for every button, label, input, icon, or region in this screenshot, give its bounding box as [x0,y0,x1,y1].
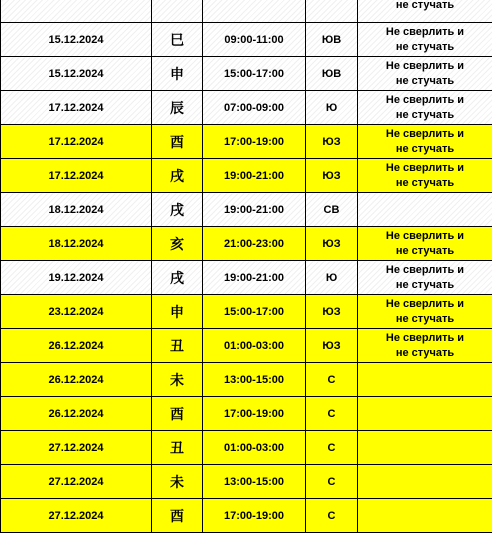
branch-symbol-cell: 戌 [152,159,203,193]
branch-symbol-cell: 丑 [152,431,203,465]
direction-cell [306,0,358,23]
direction-cell: ЮЗ [306,227,358,261]
time-range-cell: 15:00-17:00 [203,295,306,329]
note-line-2: не стучать [358,74,492,89]
direction-cell: С [306,465,358,499]
note-line-2: не стучать [358,142,492,157]
note-cell [358,431,492,465]
note-cell [358,329,492,363]
note-cell [358,193,492,227]
table-row [1,329,492,363]
time-range-cell: 17:00-19:00 [203,499,306,533]
direction-cell: С [306,397,358,431]
note-cell [358,227,492,261]
table-row [1,363,492,397]
note-line-2: не стучать [358,278,492,293]
direction-cell: ЮВ [306,57,358,91]
time-range-cell: 15:00-17:00 [203,57,306,91]
table-row [1,0,492,23]
note-cell [358,91,492,125]
time-range-cell: 19:00-21:00 [203,193,306,227]
note-line-1: Не сверлить и [358,59,492,74]
time-range-cell: 17:00-19:00 [203,397,306,431]
note-cell [358,397,492,431]
time-range-cell: 07:00-09:00 [203,91,306,125]
date-cell: 26.12.2024 [1,329,152,363]
branch-symbol-cell: 丑 [152,329,203,363]
note-line-1: Не сверлить и [358,263,492,278]
note-cell [358,159,492,193]
branch-symbol-cell: 戌 [152,261,203,295]
table-row [1,57,492,91]
branch-symbol-cell: 未 [152,465,203,499]
date-cell: 17.12.2024 [1,125,152,159]
time-range-cell: 09:00-11:00 [203,23,306,57]
branch-symbol-cell: 亥 [152,227,203,261]
direction-cell: Ю [306,261,358,295]
note-cell [358,363,492,397]
table-row [1,159,492,193]
note-line-2: не стучать [358,0,492,13]
date-cell: 26.12.2024 [1,397,152,431]
note-line-1: Не сверлить и [358,127,492,142]
note-line-2: не стучать [358,312,492,327]
table-row [1,465,492,499]
note-cell [358,261,492,295]
branch-symbol-cell: 酉 [152,397,203,431]
note-line-2: не стучать [358,346,492,361]
date-cell: 15.12.2024 [1,57,152,91]
table-row [1,193,492,227]
time-range-cell: 01:00-03:00 [203,329,306,363]
direction-cell: ЮЗ [306,159,358,193]
date-cell: 17.12.2024 [1,91,152,125]
date-cell: 27.12.2024 [1,431,152,465]
direction-cell: ЮЗ [306,329,358,363]
direction-cell: ЮВ [306,23,358,57]
date-cell [1,0,152,23]
note-line-1: Не сверлить и [358,25,492,40]
date-cell: 18.12.2024 [1,193,152,227]
note-cell [358,499,492,533]
date-cell: 27.12.2024 [1,465,152,499]
note-cell [358,125,492,159]
time-range-cell: 19:00-21:00 [203,261,306,295]
direction-cell: СВ [306,193,358,227]
branch-symbol-cell: 酉 [152,125,203,159]
table-row [1,295,492,329]
direction-cell: С [306,499,358,533]
note-line-2: не стучать [358,176,492,191]
date-cell: 15.12.2024 [1,23,152,57]
time-range-cell [203,0,306,23]
note-line-2: не стучать [358,108,492,123]
direction-cell: ЮЗ [306,125,358,159]
note-cell [358,57,492,91]
branch-symbol-cell: 辰 [152,91,203,125]
table-row [1,125,492,159]
note-cell [358,0,492,23]
note-line-2: не стучать [358,40,492,55]
table-row [1,261,492,295]
branch-symbol-cell: 巳 [152,23,203,57]
table-row [1,91,492,125]
time-range-cell: 13:00-15:00 [203,363,306,397]
date-cell: 18.12.2024 [1,227,152,261]
date-cell: 23.12.2024 [1,295,152,329]
direction-cell: С [306,363,358,397]
branch-symbol-cell: 酉 [152,499,203,533]
date-cell: 27.12.2024 [1,499,152,533]
date-cell: 26.12.2024 [1,363,152,397]
note-line-1: Не сверлить и [358,229,492,244]
branch-symbol-cell: 申 [152,57,203,91]
table-row [1,431,492,465]
table-row [1,23,492,57]
table-row [1,397,492,431]
note-line-1: Не сверлить и [358,93,492,108]
date-cell: 19.12.2024 [1,261,152,295]
table-row [1,227,492,261]
note-cell [358,23,492,57]
time-range-cell: 17:00-19:00 [203,125,306,159]
direction-cell: С [306,431,358,465]
time-range-cell: 01:00-03:00 [203,431,306,465]
time-range-cell: 19:00-21:00 [203,159,306,193]
branch-symbol-cell: 未 [152,363,203,397]
branch-symbol-cell [152,0,203,23]
note-line-1: Не сверлить и [358,297,492,312]
note-cell [358,295,492,329]
direction-cell: ЮЗ [306,295,358,329]
note-line-1: Не сверлить и [358,161,492,176]
note-line-1: Не сверлить и [358,331,492,346]
date-cell: 17.12.2024 [1,159,152,193]
direction-cell: Ю [306,91,358,125]
table-row [1,499,492,533]
time-range-cell: 13:00-15:00 [203,465,306,499]
note-line-2: не стучать [358,244,492,259]
branch-symbol-cell: 戌 [152,193,203,227]
note-cell [358,465,492,499]
time-range-cell: 21:00-23:00 [203,227,306,261]
branch-symbol-cell: 申 [152,295,203,329]
